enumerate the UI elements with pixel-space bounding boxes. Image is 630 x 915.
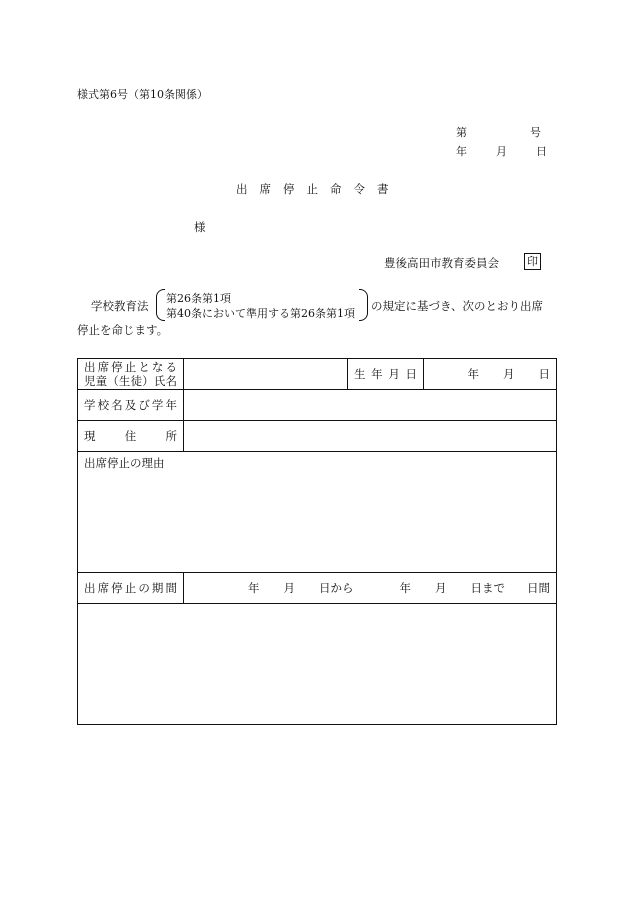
student-name-label: 出席停止となる 児童（生徒）氏名 xyxy=(78,359,184,390)
seal-mark: 印 xyxy=(524,253,541,270)
order-form-table xyxy=(77,358,557,725)
school-row xyxy=(78,390,557,421)
student-name-field[interactable] xyxy=(184,359,348,390)
number-suffix: 号 xyxy=(530,126,541,139)
issue-day: 日 xyxy=(536,145,547,158)
period-field[interactable]: 年 月 日から 年 月 日まで 日間 xyxy=(184,573,557,604)
notes-row xyxy=(78,604,557,725)
student-name-row xyxy=(78,359,557,390)
school-field[interactable] xyxy=(184,390,557,421)
reason-field[interactable] xyxy=(78,452,557,573)
reason-label: 出席停止の理由 xyxy=(84,456,165,470)
law-name: 学校教育法 xyxy=(91,299,149,313)
law-option-1: 第26条第1項 xyxy=(166,292,231,305)
birthdate-label: 生年月日 xyxy=(348,359,424,390)
period-row xyxy=(78,573,557,604)
notes-field[interactable] xyxy=(78,604,557,725)
issuer-name: 豊後高田市教育委員会 xyxy=(384,256,499,270)
school-label: 学校名及び学年 xyxy=(78,390,184,421)
body-text-line1: の規定に基づき、次のとおり出席 xyxy=(371,299,544,313)
address-row xyxy=(78,421,557,452)
body-text-line2: 停止を命じます。 xyxy=(77,323,169,337)
law-option-2: 第40条において準用する第26条第1項 xyxy=(166,307,355,320)
form-number-label: 様式第6号（第10条関係） xyxy=(77,88,208,101)
number-prefix: 第 xyxy=(456,126,467,139)
issue-date-line xyxy=(456,143,547,159)
address-field[interactable] xyxy=(184,421,557,452)
birthdate-field[interactable]: 年 月 日 xyxy=(424,359,557,390)
issue-year: 年 xyxy=(456,145,467,158)
period-label: 出席停止の期間 xyxy=(78,573,184,604)
document-number-line xyxy=(456,124,541,140)
document-title: 出席停止命令書 xyxy=(236,182,401,196)
left-bracket xyxy=(156,289,165,321)
right-bracket xyxy=(359,289,368,321)
reason-row xyxy=(78,452,557,573)
address-label: 現住所 xyxy=(78,421,184,452)
issue-month: 月 xyxy=(496,145,507,158)
addressee-suffix: 様 xyxy=(194,220,206,234)
